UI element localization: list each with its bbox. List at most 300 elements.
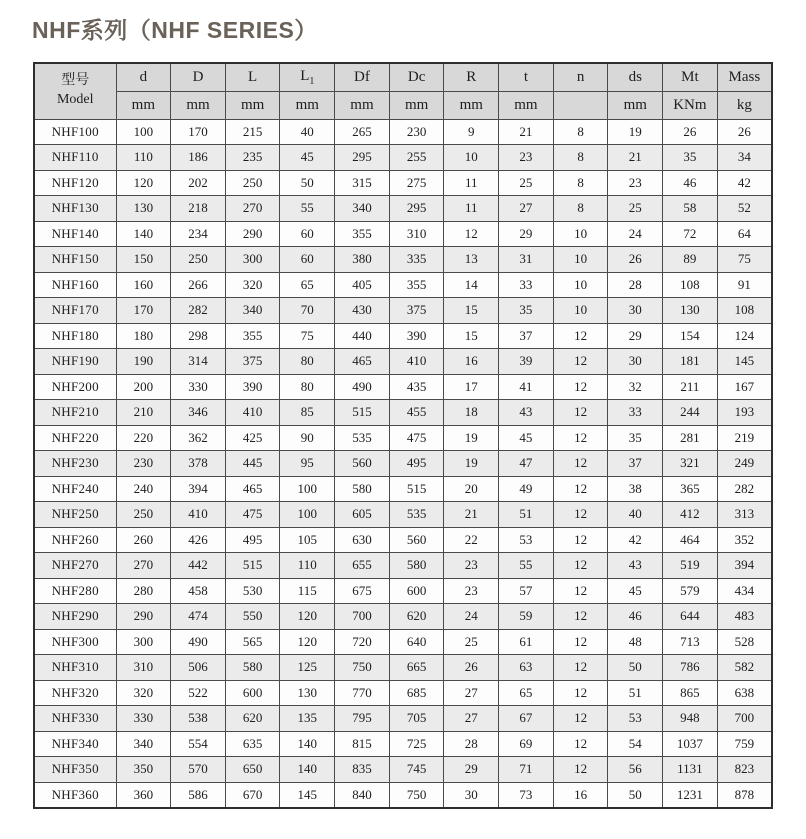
cell-t: 29 [499,221,554,247]
cell-d: 210 [116,400,171,426]
cell-ds: 23 [608,170,663,196]
cell-D: 474 [171,604,226,630]
cell-Dc: 640 [389,629,444,655]
cell-t: 55 [499,553,554,579]
col-unit-t: mm [499,91,554,119]
cell-ds: 26 [608,247,663,273]
cell-L1: 130 [280,680,335,706]
cell-D: 282 [171,298,226,324]
cell-Mt: 1131 [663,757,718,783]
col-unit-L1: mm [280,91,335,119]
cell-n: 10 [553,221,608,247]
cell-t: 45 [499,425,554,451]
col-header-L1: $L_1$ [280,63,335,91]
cell-ds: 46 [608,604,663,630]
cell-d: 170 [116,298,171,324]
cell-L: 635 [225,731,280,757]
cell-model: NHF150 [34,247,116,273]
cell-ds: 32 [608,374,663,400]
cell-Dc: 230 [389,119,444,145]
cell-L: 465 [225,476,280,502]
cell-Df: 355 [335,221,390,247]
cell-t: 63 [499,655,554,681]
cell-t: 61 [499,629,554,655]
table-row [34,476,772,502]
col-unit-R: mm [444,91,499,119]
cell-model: NHF100 [34,119,116,145]
cell-ds: 29 [608,323,663,349]
cell-D: 378 [171,451,226,477]
cell-L1: 55 [280,196,335,222]
cell-model: NHF210 [34,400,116,426]
cell-n: 12 [553,502,608,528]
cell-Mt: 579 [663,578,718,604]
cell-D: 458 [171,578,226,604]
cell-d: 180 [116,323,171,349]
cell-Df: 835 [335,757,390,783]
cell-R: 16 [444,349,499,375]
cell-Dc: 600 [389,578,444,604]
table-body [34,119,772,808]
cell-Mass: 167 [717,374,772,400]
cell-n: 12 [553,476,608,502]
cell-R: 30 [444,782,499,808]
cell-L: 215 [225,119,280,145]
cell-n: 12 [553,757,608,783]
cell-Df: 815 [335,731,390,757]
cell-L: 495 [225,527,280,553]
cell-d: 130 [116,196,171,222]
cell-t: 43 [499,400,554,426]
cell-Df: 675 [335,578,390,604]
cell-t: 47 [499,451,554,477]
cell-t: 35 [499,298,554,324]
cell-Mt: 1231 [663,782,718,808]
cell-L: 290 [225,221,280,247]
cell-L1: 50 [280,170,335,196]
cell-L1: 90 [280,425,335,451]
nhf-series-spec-table [33,62,773,809]
cell-R: 15 [444,323,499,349]
col-header-t: t [499,63,554,91]
cell-model: NHF320 [34,680,116,706]
cell-d: 150 [116,247,171,273]
cell-Df: 265 [335,119,390,145]
table-row [34,527,772,553]
cell-ds: 54 [608,731,663,757]
cell-Df: 840 [335,782,390,808]
cell-R: 21 [444,502,499,528]
cell-Dc: 560 [389,527,444,553]
cell-Mass: 42 [717,170,772,196]
table-row [34,629,772,655]
col-header-ds: ds [608,63,663,91]
cell-D: 186 [171,145,226,171]
cell-L1: 100 [280,502,335,528]
cell-Dc: 495 [389,451,444,477]
cell-Mt: 72 [663,221,718,247]
cell-D: 410 [171,502,226,528]
cell-Mass: 394 [717,553,772,579]
cell-Mt: 644 [663,604,718,630]
table-row [34,374,772,400]
cell-L: 515 [225,553,280,579]
cell-d: 340 [116,731,171,757]
cell-Mt: 211 [663,374,718,400]
cell-L1: 75 [280,323,335,349]
cell-D: 202 [171,170,226,196]
cell-d: 120 [116,170,171,196]
cell-L1: 125 [280,655,335,681]
cell-L1: 80 [280,374,335,400]
cell-L: 375 [225,349,280,375]
cell-Mt: 26 [663,119,718,145]
cell-model: NHF280 [34,578,116,604]
cell-Mt: 412 [663,502,718,528]
cell-R: 15 [444,298,499,324]
col-unit-Dc: mm [389,91,444,119]
cell-n: 12 [553,425,608,451]
cell-t: 21 [499,119,554,145]
cell-n: 8 [553,119,608,145]
cell-Mt: 519 [663,553,718,579]
table-row [34,655,772,681]
cell-n: 12 [553,604,608,630]
header-row-units [34,91,772,119]
col-unit-D: mm [171,91,226,119]
cell-D: 554 [171,731,226,757]
cell-Mt: 786 [663,655,718,681]
cell-L: 565 [225,629,280,655]
table-row [34,247,772,273]
cell-n: 12 [553,680,608,706]
cell-Df: 750 [335,655,390,681]
cell-Dc: 335 [389,247,444,273]
cell-L: 235 [225,145,280,171]
cell-d: 220 [116,425,171,451]
cell-n: 12 [553,553,608,579]
cell-t: 39 [499,349,554,375]
cell-Mass: 75 [717,247,772,273]
cell-D: 250 [171,247,226,273]
cell-D: 570 [171,757,226,783]
cell-ds: 48 [608,629,663,655]
cell-n: 10 [553,247,608,273]
cell-model: NHF300 [34,629,116,655]
table-row [34,145,772,171]
cell-ds: 35 [608,425,663,451]
cell-Dc: 435 [389,374,444,400]
table-row [34,400,772,426]
cell-R: 23 [444,578,499,604]
cell-model: NHF110 [34,145,116,171]
cell-L: 250 [225,170,280,196]
cell-Df: 315 [335,170,390,196]
cell-Mass: 145 [717,349,772,375]
cell-L: 600 [225,680,280,706]
cell-ds: 19 [608,119,663,145]
cell-d: 260 [116,527,171,553]
cell-ds: 43 [608,553,663,579]
cell-n: 12 [553,451,608,477]
cell-Dc: 355 [389,272,444,298]
cell-R: 28 [444,731,499,757]
cell-n: 12 [553,655,608,681]
cell-t: 25 [499,170,554,196]
cell-t: 37 [499,323,554,349]
cell-ds: 25 [608,196,663,222]
cell-Mass: 108 [717,298,772,324]
cell-Df: 770 [335,680,390,706]
cell-model: NHF350 [34,757,116,783]
cell-t: 23 [499,145,554,171]
cell-n: 12 [553,527,608,553]
cell-D: 170 [171,119,226,145]
cell-d: 190 [116,349,171,375]
cell-R: 24 [444,604,499,630]
cell-Mt: 281 [663,425,718,451]
cell-model: NHF230 [34,451,116,477]
page-title: NHF系列（NHF SERIES） [32,17,318,43]
cell-L: 580 [225,655,280,681]
table-row [34,706,772,732]
cell-Mt: 130 [663,298,718,324]
cell-model: NHF220 [34,425,116,451]
cell-Dc: 685 [389,680,444,706]
cell-Df: 795 [335,706,390,732]
cell-D: 314 [171,349,226,375]
cell-Mt: 948 [663,706,718,732]
cell-t: 33 [499,272,554,298]
cell-Mt: 365 [663,476,718,502]
col-header-L: L [225,63,280,91]
cell-D: 442 [171,553,226,579]
cell-t: 27 [499,196,554,222]
cell-Mass: 434 [717,578,772,604]
cell-Dc: 455 [389,400,444,426]
cell-D: 506 [171,655,226,681]
cell-L1: 140 [280,757,335,783]
cell-Df: 515 [335,400,390,426]
cell-R: 17 [444,374,499,400]
table-row [34,323,772,349]
cell-ds: 40 [608,502,663,528]
cell-L1: 85 [280,400,335,426]
cell-Mass: 313 [717,502,772,528]
col-unit-Df: mm [335,91,390,119]
cell-Mass: 64 [717,221,772,247]
cell-L: 475 [225,502,280,528]
model-header-sublabel: Model [56,92,94,108]
cell-Dc: 295 [389,196,444,222]
cell-L: 300 [225,247,280,273]
cell-D: 490 [171,629,226,655]
cell-L1: 135 [280,706,335,732]
cell-Mass: 700 [717,706,772,732]
cell-L1: 60 [280,247,335,273]
cell-model: NHF130 [34,196,116,222]
col-header-n: n [553,63,608,91]
cell-L: 355 [225,323,280,349]
col-unit-Mass: kg [717,91,772,119]
table-row [34,578,772,604]
cell-D: 538 [171,706,226,732]
cell-Mass: 823 [717,757,772,783]
cell-L1: 100 [280,476,335,502]
cell-L: 550 [225,604,280,630]
cell-Mass: 34 [717,145,772,171]
col-header-R: R [444,63,499,91]
cell-Df: 490 [335,374,390,400]
cell-L1: 95 [280,451,335,477]
col-unit-ds: mm [608,91,663,119]
cell-Dc: 390 [389,323,444,349]
cell-n: 10 [553,298,608,324]
cell-Dc: 475 [389,425,444,451]
cell-t: 57 [499,578,554,604]
cell-Mt: 58 [663,196,718,222]
cell-d: 290 [116,604,171,630]
cell-t: 65 [499,680,554,706]
cell-D: 362 [171,425,226,451]
cell-Df: 560 [335,451,390,477]
cell-Mass: 124 [717,323,772,349]
col-header-Dc: Dc [389,63,444,91]
cell-L1: 80 [280,349,335,375]
cell-Df: 720 [335,629,390,655]
cell-t: 49 [499,476,554,502]
table-row [34,604,772,630]
cell-R: 19 [444,451,499,477]
cell-Mass: 352 [717,527,772,553]
cell-L: 340 [225,298,280,324]
table-row [34,731,772,757]
cell-model: NHF180 [34,323,116,349]
cell-Mt: 154 [663,323,718,349]
cell-Mass: 249 [717,451,772,477]
model-header-label: 型号 [61,73,90,89]
cell-R: 22 [444,527,499,553]
cell-n: 12 [553,400,608,426]
cell-ds: 51 [608,680,663,706]
col-unit-L: mm [225,91,280,119]
cell-Dc: 515 [389,476,444,502]
table-row [34,196,772,222]
cell-D: 330 [171,374,226,400]
table-row [34,349,772,375]
cell-Df: 340 [335,196,390,222]
cell-R: 12 [444,221,499,247]
cell-ds: 28 [608,272,663,298]
table-header [34,63,772,119]
cell-t: 53 [499,527,554,553]
cell-Dc: 410 [389,349,444,375]
table-row [34,425,772,451]
cell-ds: 30 [608,298,663,324]
cell-n: 12 [553,349,608,375]
cell-t: 71 [499,757,554,783]
cell-Mt: 89 [663,247,718,273]
cell-model: NHF330 [34,706,116,732]
cell-Mass: 26 [717,119,772,145]
cell-d: 270 [116,553,171,579]
cell-Mt: 46 [663,170,718,196]
cell-L1: 70 [280,298,335,324]
cell-R: 20 [444,476,499,502]
table-row [34,119,772,145]
cell-d: 360 [116,782,171,808]
cell-ds: 33 [608,400,663,426]
cell-d: 250 [116,502,171,528]
table-row [34,782,772,808]
cell-n: 12 [553,706,608,732]
cell-L: 390 [225,374,280,400]
col-unit-n [553,91,608,119]
cell-L: 445 [225,451,280,477]
table-row [34,680,772,706]
cell-D: 522 [171,680,226,706]
cell-t: 31 [499,247,554,273]
col-unit-d: mm [116,91,171,119]
cell-D: 266 [171,272,226,298]
cell-L: 650 [225,757,280,783]
table-row [34,272,772,298]
cell-Mass: 582 [717,655,772,681]
cell-R: 18 [444,400,499,426]
cell-R: 11 [444,196,499,222]
cell-model: NHF270 [34,553,116,579]
cell-d: 110 [116,145,171,171]
cell-R: 13 [444,247,499,273]
cell-n: 12 [553,374,608,400]
cell-Dc: 275 [389,170,444,196]
cell-Mt: 321 [663,451,718,477]
col-header-Mass: Mass [717,63,772,91]
cell-Dc: 255 [389,145,444,171]
cell-L1: 120 [280,604,335,630]
cell-L1: 115 [280,578,335,604]
cell-R: 11 [444,170,499,196]
cell-Mt: 1037 [663,731,718,757]
cell-d: 300 [116,629,171,655]
cell-ds: 50 [608,655,663,681]
cell-ds: 21 [608,145,663,171]
cell-Df: 380 [335,247,390,273]
cell-R: 27 [444,680,499,706]
cell-ds: 24 [608,221,663,247]
cell-R: 10 [444,145,499,171]
cell-d: 310 [116,655,171,681]
cell-t: 59 [499,604,554,630]
cell-Dc: 705 [389,706,444,732]
cell-n: 12 [553,323,608,349]
cell-d: 100 [116,119,171,145]
table-row [34,298,772,324]
cell-Df: 605 [335,502,390,528]
cell-n: 8 [553,145,608,171]
cell-Mass: 878 [717,782,772,808]
cell-ds: 56 [608,757,663,783]
cell-Mt: 865 [663,680,718,706]
cell-L: 425 [225,425,280,451]
cell-L1: 110 [280,553,335,579]
cell-Df: 465 [335,349,390,375]
col-header-D: D [171,63,226,91]
cell-Dc: 310 [389,221,444,247]
cell-L: 670 [225,782,280,808]
cell-L: 410 [225,400,280,426]
col-unit-Mt: KNm [663,91,718,119]
